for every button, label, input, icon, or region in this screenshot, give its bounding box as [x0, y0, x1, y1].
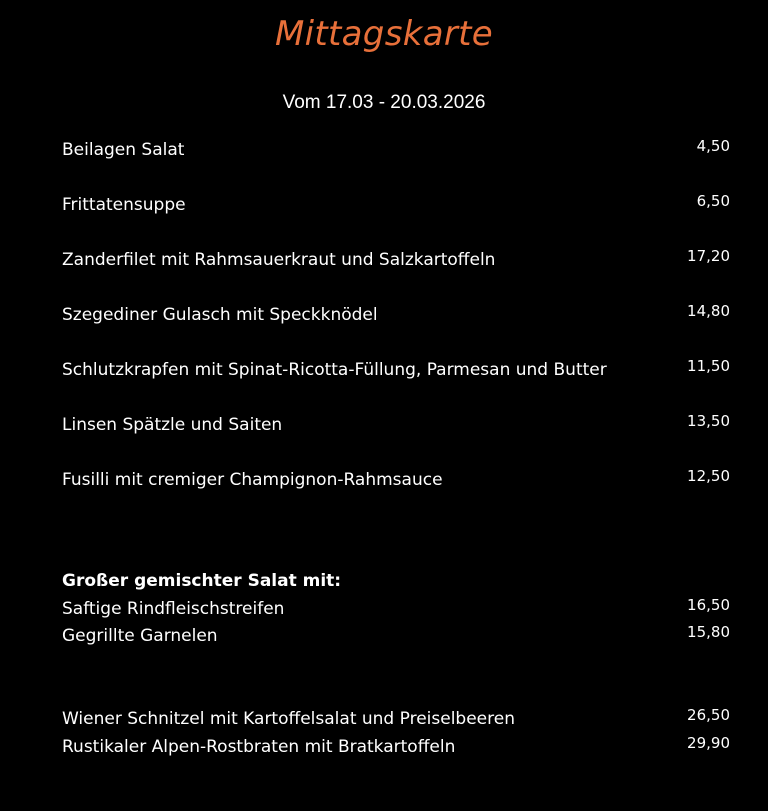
- menu-item-name: Zanderfilet mit Rahmsauerkraut und Salzkartoffeln: [62, 250, 496, 270]
- date-range: Vom 17.03 - 20.03.2026: [282, 92, 486, 113]
- menu-item: [62, 412, 730, 439]
- salad-option-name: Saftige Rindfleischstreifen: [62, 599, 285, 619]
- salad-option-price: 16,50: [687, 596, 730, 614]
- menu-item-price: 4,50: [696, 137, 730, 155]
- menu-item: [62, 247, 730, 274]
- menu-item-price: 13,50: [687, 412, 730, 430]
- salad-option-name: Gegrillte Garnelen: [62, 626, 218, 646]
- salad-option: [62, 623, 730, 650]
- menu-item-name: Linsen Spätzle und Saiten: [62, 415, 283, 435]
- menu-item-name: Szegediner Gulasch mit Speckknödel: [62, 305, 378, 325]
- salad-section-heading: Großer gemischter Salat mit:: [62, 571, 342, 591]
- salad-option: [62, 596, 730, 623]
- special-item-price: 29,90: [687, 734, 730, 752]
- menu-item-price: 11,50: [687, 357, 730, 375]
- special-item: [62, 706, 730, 733]
- menu-item-price: 17,20: [687, 247, 730, 265]
- special-item: [62, 734, 730, 761]
- menu-item: [62, 302, 730, 329]
- special-item-price: 26,50: [687, 706, 730, 724]
- menu-title: Mittagskarte: [275, 14, 493, 54]
- menu-item: [62, 357, 730, 384]
- menu-item-price: 12,50: [687, 467, 730, 485]
- menu-item: [62, 467, 730, 494]
- menu-item-name: Schlutzkrapfen mit Spinat-Ricotta-Füllung, Parmesan und Butter: [62, 360, 607, 380]
- menu-item-name: Beilagen Salat: [62, 140, 185, 160]
- menu-item-price: 14,80: [687, 302, 730, 320]
- salad-option-price: 15,80: [687, 623, 730, 641]
- menu-item: [62, 192, 730, 219]
- menu-item: [62, 137, 730, 164]
- menu-item-name: Frittatensuppe: [62, 195, 186, 215]
- menu-item-name: Fusilli mit cremiger Champignon-Rahmsauce: [62, 470, 443, 490]
- special-item-name: Wiener Schnitzel mit Kartoffelsalat und Preiselbeeren: [62, 709, 515, 729]
- special-item-name: Rustikaler Alpen-Rostbraten mit Bratkartoffeln: [62, 737, 456, 757]
- menu-item-price: 6,50: [696, 192, 730, 210]
